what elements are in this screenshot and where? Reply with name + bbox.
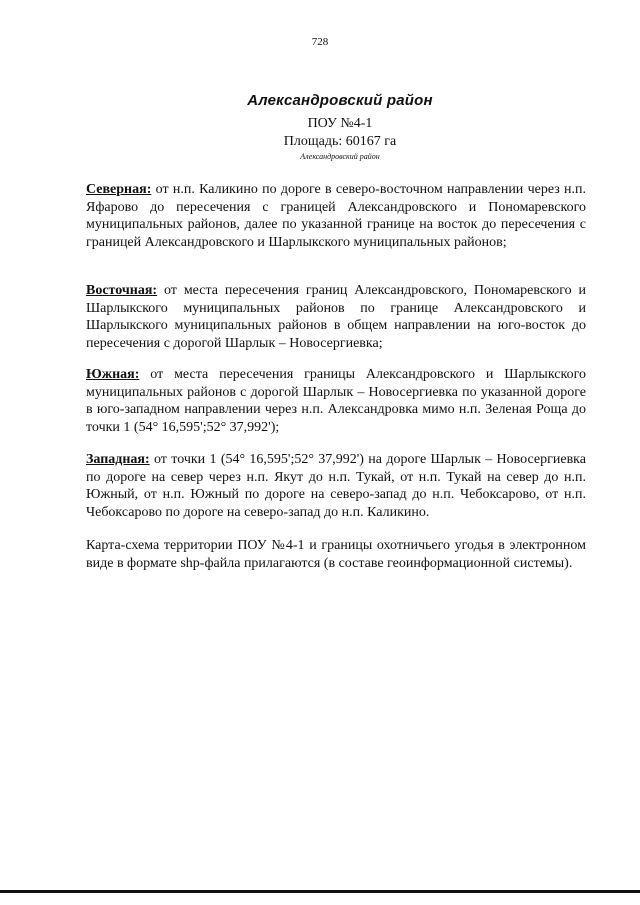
pou-number: ПОУ №4-1 [307,116,373,131]
district-note: Александровский район [300,152,380,161]
east-text: от места пересечения границ Александровского, Пономаревского и Шарлыкского муниципальных районов по границе Александровского и Шарлыкского муниципальных районов в общем направлении на юго-восток до пересечения с дорогой Шарлык – Новосергиевка; [86,283,586,351]
south-label: Южная: [86,367,140,382]
west-label: Западная: [86,452,150,467]
bottom-rule [0,890,640,893]
section-east [86,282,586,352]
east-label: Восточная: [86,283,158,298]
north-label: Северная: [86,182,152,197]
map-note: Карта-схема территории ПОУ №4-1 и границы охотничьего угодья в электронном виде в формате shp-файла прилагаются (в составе геоинформационной системы). [86,538,586,571]
area-value: Площадь: 60167 га [283,134,397,149]
section-west [86,451,586,521]
south-text: от места пересечения границы Александровского и Шарлыкского муниципальных районов с дорогой Шарлык – Новосергиевка по указанной дороге в юго-западном направлении через н.п. Александровка мимо н.п. Зеленая Роща до точки 1 (54° 16,595';52° 37,992'); [86,367,586,435]
section-south [86,366,586,436]
section-north [86,181,586,251]
west-text: от точки 1 (54° 16,595';52° 37,992') на дороге Шарлык – Новосергиевка по дороге на север через н.п. Якут до н.п. Тукай, от н.п. Тукай на север до н.п. Южный, от н.п. Южный по дороге на северо-запад до н.п. Чебоксарово, от н.п. Чебоксарово по дороге на северо-запад до н.п. Каликино. [86,452,586,520]
district-heading: Александровский район [247,92,433,109]
page-number: 728 [311,36,329,48]
north-text: от н.п. Каликино по дороге в северо-восточном направлении через н.п. Яфарово до пересечения с границей Александровского и Пономаревского муниципальных районов, далее по указанной границе на восток до пересечения с границей Александровского и Шарлыкского муниципальных районов; [86,182,586,250]
